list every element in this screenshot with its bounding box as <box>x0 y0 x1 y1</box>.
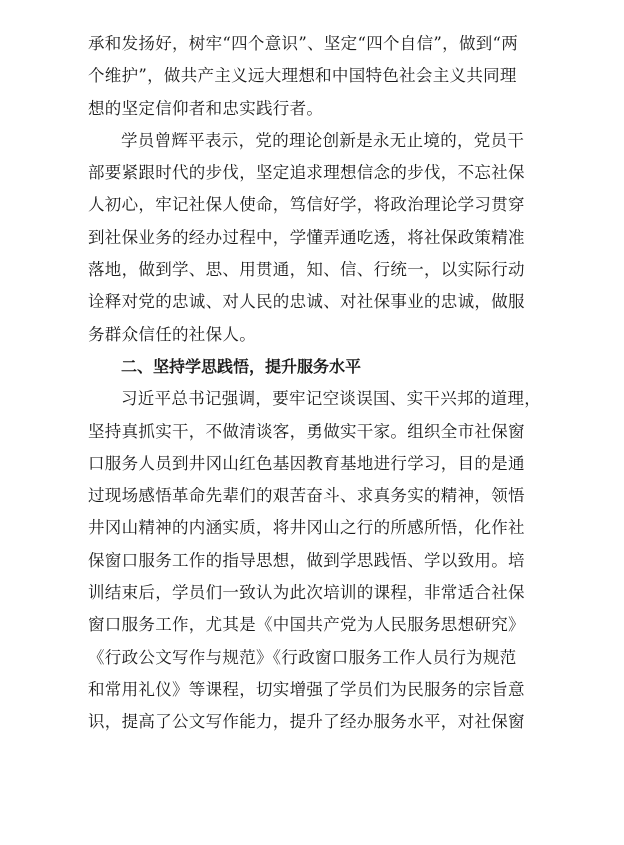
paragraph-zeng-huiping <box>88 125 530 351</box>
text-line: 务群众信任的社保人。 <box>88 324 256 344</box>
text-line: 想的坚定信仰者和忠实践行者。 <box>88 98 324 118</box>
text-line: 过现场感悟革命先辈们的艰苦奋斗、求真务实的精神，领悟 <box>88 486 525 506</box>
text-line: 部要紧跟时代的步伐，坚定追求理想信念的步伐，不忘社保 <box>88 163 525 183</box>
text-line: 人初心，牢记社保人使命，笃信好学，将政治理论学习贯穿 <box>88 195 525 215</box>
text-line: 诠释对党的忠诚、对人民的忠诚、对社保事业的忠诚，做服 <box>88 292 525 312</box>
text-line: 到社保业务的经办过程中，学懂弄通吃透，将社保政策精准 <box>88 227 525 247</box>
section-heading: 二、坚持学思践悟，提升服务水平 <box>121 356 362 376</box>
text-line: 学员曾辉平表示，党的理论创新是永无止境的，党员干 <box>121 130 525 150</box>
text-line: 和常用礼仪》等课程，切实增强了学员们为民服务的宗旨意 <box>88 679 525 699</box>
text-line: 井冈山精神的内涵实质，将井冈山之行的所感所悟，化作社 <box>88 518 525 538</box>
text-line: 《行政公文写作与规范》《行政窗口服务工作人员行为规范 <box>88 647 517 667</box>
text-line: 个维护”，做共产主义远大理想和中国特色社会主义共同理 <box>88 66 517 86</box>
text-line: 习近平总书记强调，要牢记空谈误国、实干兴邦的道理， <box>121 389 541 409</box>
text-line: 落地，做到学、思、用贯通，知、信、行统一，以实际行动 <box>88 260 525 280</box>
text-line: 口服务人员到井冈山红色基因教育基地进行学习，目的是通 <box>88 453 525 473</box>
text-line: 训结束后，学员们一致认为此次培训的课程，非常适合社保 <box>88 583 525 603</box>
paragraph-continuation <box>88 28 530 125</box>
text-line: 窗口服务工作，尤其是《中国共产党为人民服务思想研究》 <box>88 615 525 635</box>
document-page <box>88 28 541 739</box>
text-line: 保窗口服务工作的指导思想，做到学思践悟、学以致用。培 <box>88 550 525 570</box>
text-line: 识，提高了公文写作能力，提升了经办服务水平，对社保窗 <box>88 712 525 732</box>
text-line: 坚持真抓实干，不做清谈客，勇做实干家。组织全市社保窗 <box>88 421 525 441</box>
paragraph-xi-jinping <box>88 383 541 738</box>
text-line: 承和发扬好，树牢“四个意识”、坚定“四个自信”，做到“两 <box>88 34 519 53</box>
